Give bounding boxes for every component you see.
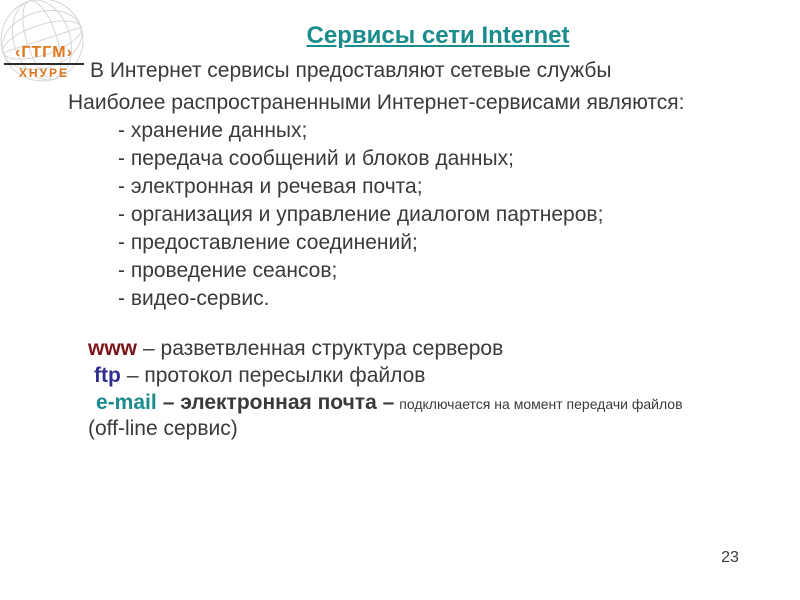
logo-divider xyxy=(4,63,84,65)
term-email-desc: – электронная почта – xyxy=(162,391,395,414)
list-item: - организация и управление диалогом партнеров; xyxy=(118,203,604,226)
list-item: - предоставление соединений; xyxy=(118,231,418,254)
university-logo xyxy=(0,0,96,96)
term-email-line xyxy=(96,391,683,415)
intro-line-2: Наиболее распространенными Интернет-сервисами являются: xyxy=(68,91,685,114)
term-www-line xyxy=(88,337,503,361)
service-list xyxy=(118,117,603,313)
term-ftp-label: ftp xyxy=(94,364,121,387)
term-www-label: www xyxy=(88,337,138,360)
term-ftp-desc: – протокол пересылки файлов xyxy=(126,364,426,387)
list-item: - передача сообщений и блоков данных; xyxy=(118,147,514,170)
logo-acronym-text: ‹ГТГМ› xyxy=(15,44,73,61)
list-item: - видео-сервис. xyxy=(118,287,270,310)
list-item: - хранение данных; xyxy=(118,119,308,142)
list-item: - электронная и речевая почта; xyxy=(118,175,423,198)
term-www-desc: – разветвленная структура серверов xyxy=(143,337,504,360)
logo-subtitle-text: ХНУРЕ xyxy=(18,66,70,80)
offline-note: (off-line сервис) xyxy=(88,417,238,440)
term-email-label: e-mail xyxy=(96,391,157,414)
slide-title: Сервисы сети Internet xyxy=(306,22,570,49)
intro-line-1: В Интернет сервисы предоставляют сетевые службы xyxy=(90,59,612,82)
list-item: - проведение сеансов; xyxy=(118,259,338,282)
page-number: 23 xyxy=(721,549,739,566)
term-email-note: подключается на момент передачи файлов xyxy=(399,396,683,412)
term-ftp-line xyxy=(94,364,425,388)
